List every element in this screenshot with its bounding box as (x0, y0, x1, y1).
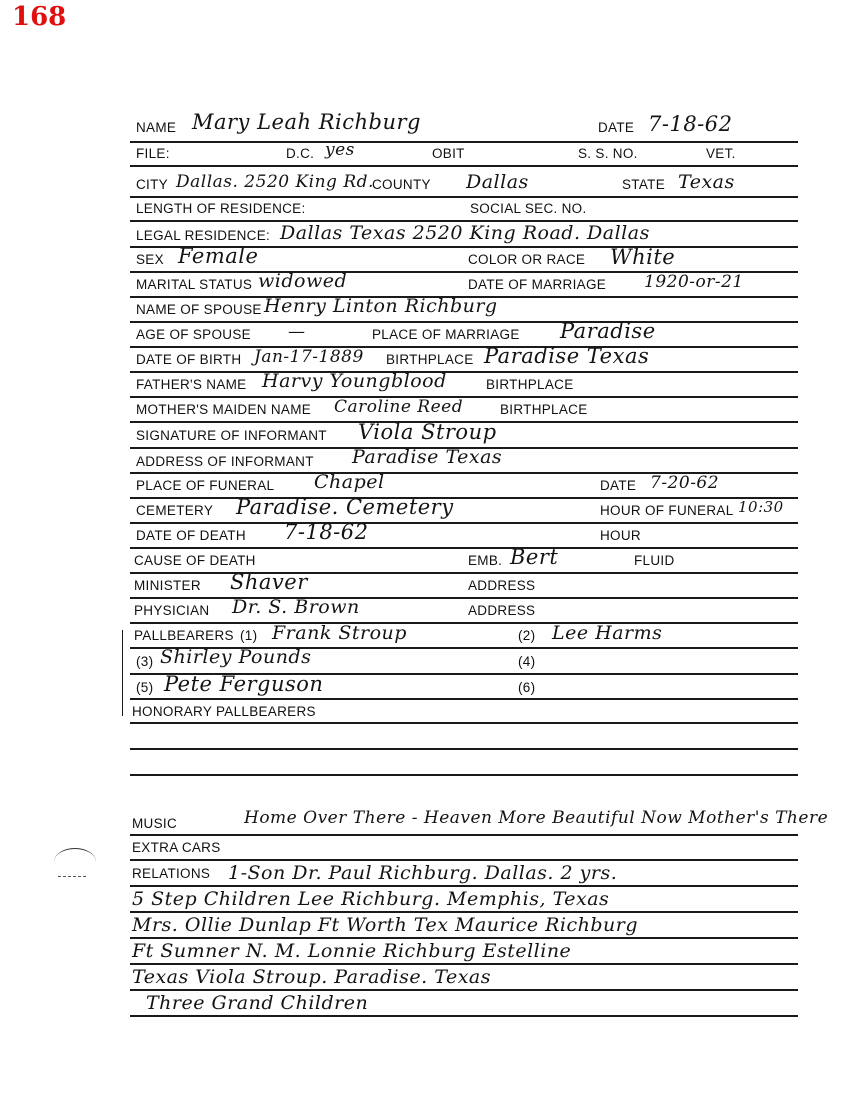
rule-row-28 (130, 859, 798, 861)
label-hour-of-funeral: HOUR OF FUNERAL (600, 503, 734, 518)
label-hour: HOUR (600, 528, 641, 543)
label-date-of-birth: DATE OF BIRTH (136, 352, 242, 367)
label-date: DATE (598, 120, 635, 135)
relations-line-4: Ft Sumner N. M. Lonnie Richburg Estelline (132, 940, 572, 962)
entry-city: Dallas. 2520 King Rd. (176, 172, 374, 192)
label-cemetery: CEMETERY (136, 503, 214, 518)
relations-line-6: Three Grand Children (146, 992, 369, 1014)
rule-row-33 (130, 989, 798, 991)
entry-date: 7-18-62 (648, 112, 733, 136)
rule-row-11 (130, 396, 798, 398)
rule-row-32 (130, 963, 798, 965)
label-vet: VET. (706, 146, 736, 161)
label-sex: SEX (136, 252, 164, 267)
entry-dc: yes (325, 140, 355, 160)
rule-row-17 (130, 547, 798, 549)
rule-row-3 (130, 196, 798, 198)
rule-row-31 (130, 937, 798, 939)
label-fluid: FLUID (634, 553, 675, 568)
label-mothers-birthplace: BIRTHPLACE (500, 402, 588, 417)
relations-line-5: Texas Viola Stroup. Paradise. Texas (132, 966, 491, 988)
relations-line-2: 5 Step Children Lee Richburg. Memphis, Texas (132, 888, 610, 910)
rule-row-20 (130, 622, 798, 624)
label-social-sec-no: SOCIAL SEC. NO. (470, 201, 587, 216)
label-pallbearer-5: (5) (136, 680, 154, 695)
entry-fathers-name: Harvy Youngblood (262, 370, 447, 392)
pallbearers-bracket (122, 630, 123, 716)
entry-hour-of-funeral: 10:30 (738, 498, 784, 516)
entry-county: Dallas (466, 171, 529, 193)
label-county: COUNTY (372, 177, 431, 192)
entry-marital-status: widowed (258, 270, 348, 292)
label-minister: MINISTER (134, 578, 201, 593)
label-obit: OBIT (432, 146, 465, 161)
entry-name-of-spouse: Henry Linton Richburg (264, 295, 498, 317)
rule-row-23 (130, 698, 798, 700)
label-name: NAME (136, 120, 177, 135)
label-place-of-marriage: PLACE OF MARRIAGE (372, 327, 520, 342)
label-emb: EMB. (468, 553, 503, 568)
entry-cemetery: Paradise. Cemetery (236, 495, 454, 519)
entry-minister: Shaver (230, 570, 308, 594)
label-file: FILE: (136, 146, 170, 161)
label-physician: PHYSICIAN (134, 603, 210, 618)
entry-place-of-funeral: Chapel (314, 471, 385, 493)
label-pallbearers: PALLBEARERS (134, 628, 234, 643)
label-age-of-spouse: AGE OF SPOUSE (136, 327, 251, 342)
entry-sex: Female (178, 244, 259, 268)
entry-date-of-marriage: 1920-or-21 (644, 272, 744, 292)
entry-color-or-race: White (610, 245, 676, 269)
label-ss-no: S. S. NO. (578, 146, 638, 161)
entry-legal-residence: Dallas Texas 2520 King Road. Dallas (280, 222, 650, 244)
label-length-of-residence: LENGTH OF RESIDENCE: (136, 201, 306, 216)
rule-row-30 (130, 911, 798, 913)
label-date-of-marriage: DATE OF MARRIAGE (468, 277, 607, 292)
label-marital-status: MARITAL STATUS (136, 277, 253, 292)
label-mothers-maiden-name: MOTHER'S MAIDEN NAME (136, 402, 312, 417)
rule-row-25 (130, 748, 798, 750)
label-signature-of-informant: SIGNATURE OF INFORMANT (136, 428, 327, 443)
label-color-or-race: COLOR OR RACE (468, 252, 586, 267)
rule-row-27 (130, 834, 798, 836)
rule-row-29 (130, 885, 798, 887)
label-birthplace: BIRTHPLACE (386, 352, 474, 367)
page-number: 168 (12, 2, 67, 32)
rule-row-10 (130, 371, 798, 373)
punch-hole-dash (58, 876, 86, 877)
rule-row-19 (130, 597, 798, 599)
relations-line-3: Mrs. Ollie Dunlap Ft Worth Tex Maurice Richburg (132, 914, 639, 936)
entry-pallbearer-1: Frank Stroup (272, 622, 407, 644)
rule-row-8 (130, 321, 798, 323)
label-name-of-spouse: NAME OF SPOUSE (136, 302, 262, 317)
label-extra-cars: EXTRA CARS (132, 840, 221, 855)
rule-row-16 (130, 522, 798, 524)
label-music: MUSIC (132, 816, 177, 831)
punch-hole-mark (54, 848, 96, 875)
entry-mothers-maiden-name: Caroline Reed (334, 397, 464, 417)
label-date-of-death: DATE OF DEATH (136, 528, 246, 543)
entry-address-of-informant: Paradise Texas (352, 446, 503, 468)
label-dc: D.C. (286, 146, 315, 161)
label-legal-residence: LEGAL RESIDENCE: (136, 228, 271, 243)
label-fathers-birthplace: BIRTHPLACE (486, 377, 574, 392)
rule-row-2 (130, 165, 798, 167)
entry-place-of-marriage: Paradise (560, 319, 656, 343)
label-minister-address: ADDRESS (468, 578, 536, 593)
entry-music: Home Over There - Heaven More Beautiful Now Mother's There (244, 808, 829, 828)
label-address-of-informant: ADDRESS OF INFORMANT (136, 454, 314, 469)
relations-line-1: 1-Son Dr. Paul Richburg. Dallas. 2 yrs. (228, 862, 618, 884)
label-city: CITY (136, 177, 168, 192)
rule-row-15 (130, 497, 798, 499)
rule-row-26 (130, 774, 798, 776)
entry-emb: Bert (510, 545, 559, 569)
entry-age-of-spouse: — (288, 322, 306, 342)
label-state: STATE (622, 177, 666, 192)
entry-name: Mary Leah Richburg (192, 110, 421, 134)
rule-row-9 (130, 346, 798, 348)
label-pallbearer-1: (1) (240, 628, 258, 643)
label-honorary-pallbearers: HONORARY PALLBEARERS (132, 704, 316, 719)
entry-date-of-death: 7-18-62 (284, 520, 369, 544)
entry-pallbearer-2: Lee Harms (552, 622, 663, 644)
entry-physician: Dr. S. Brown (232, 596, 360, 618)
label-physician-address: ADDRESS (468, 603, 536, 618)
rule-row-34 (130, 1015, 798, 1017)
label-pallbearer-6: (6) (518, 680, 536, 695)
label-relations: RELATIONS (132, 866, 211, 881)
label-pallbearer-3: (3) (136, 654, 154, 669)
entry-funeral-date: 7-20-62 (650, 473, 720, 493)
label-pallbearer-2: (2) (518, 628, 536, 643)
rule-row-1 (130, 141, 798, 143)
label-fathers-name: FATHER'S NAME (136, 377, 247, 392)
entry-state: Texas (678, 171, 735, 193)
entry-signature-of-informant: Viola Stroup (358, 420, 497, 444)
entry-date-of-birth: Jan-17-1889 (254, 347, 364, 367)
label-pallbearer-4: (4) (518, 654, 536, 669)
rule-row-24 (130, 722, 798, 724)
entry-pallbearer-3: Shirley Pounds (160, 646, 312, 668)
label-funeral-date: DATE (600, 478, 637, 493)
entry-birthplace: Paradise Texas (484, 344, 650, 368)
entry-pallbearer-5: Pete Ferguson (164, 672, 324, 696)
label-cause-of-death: CAUSE OF DEATH (134, 553, 256, 568)
label-place-of-funeral: PLACE OF FUNERAL (136, 478, 275, 493)
